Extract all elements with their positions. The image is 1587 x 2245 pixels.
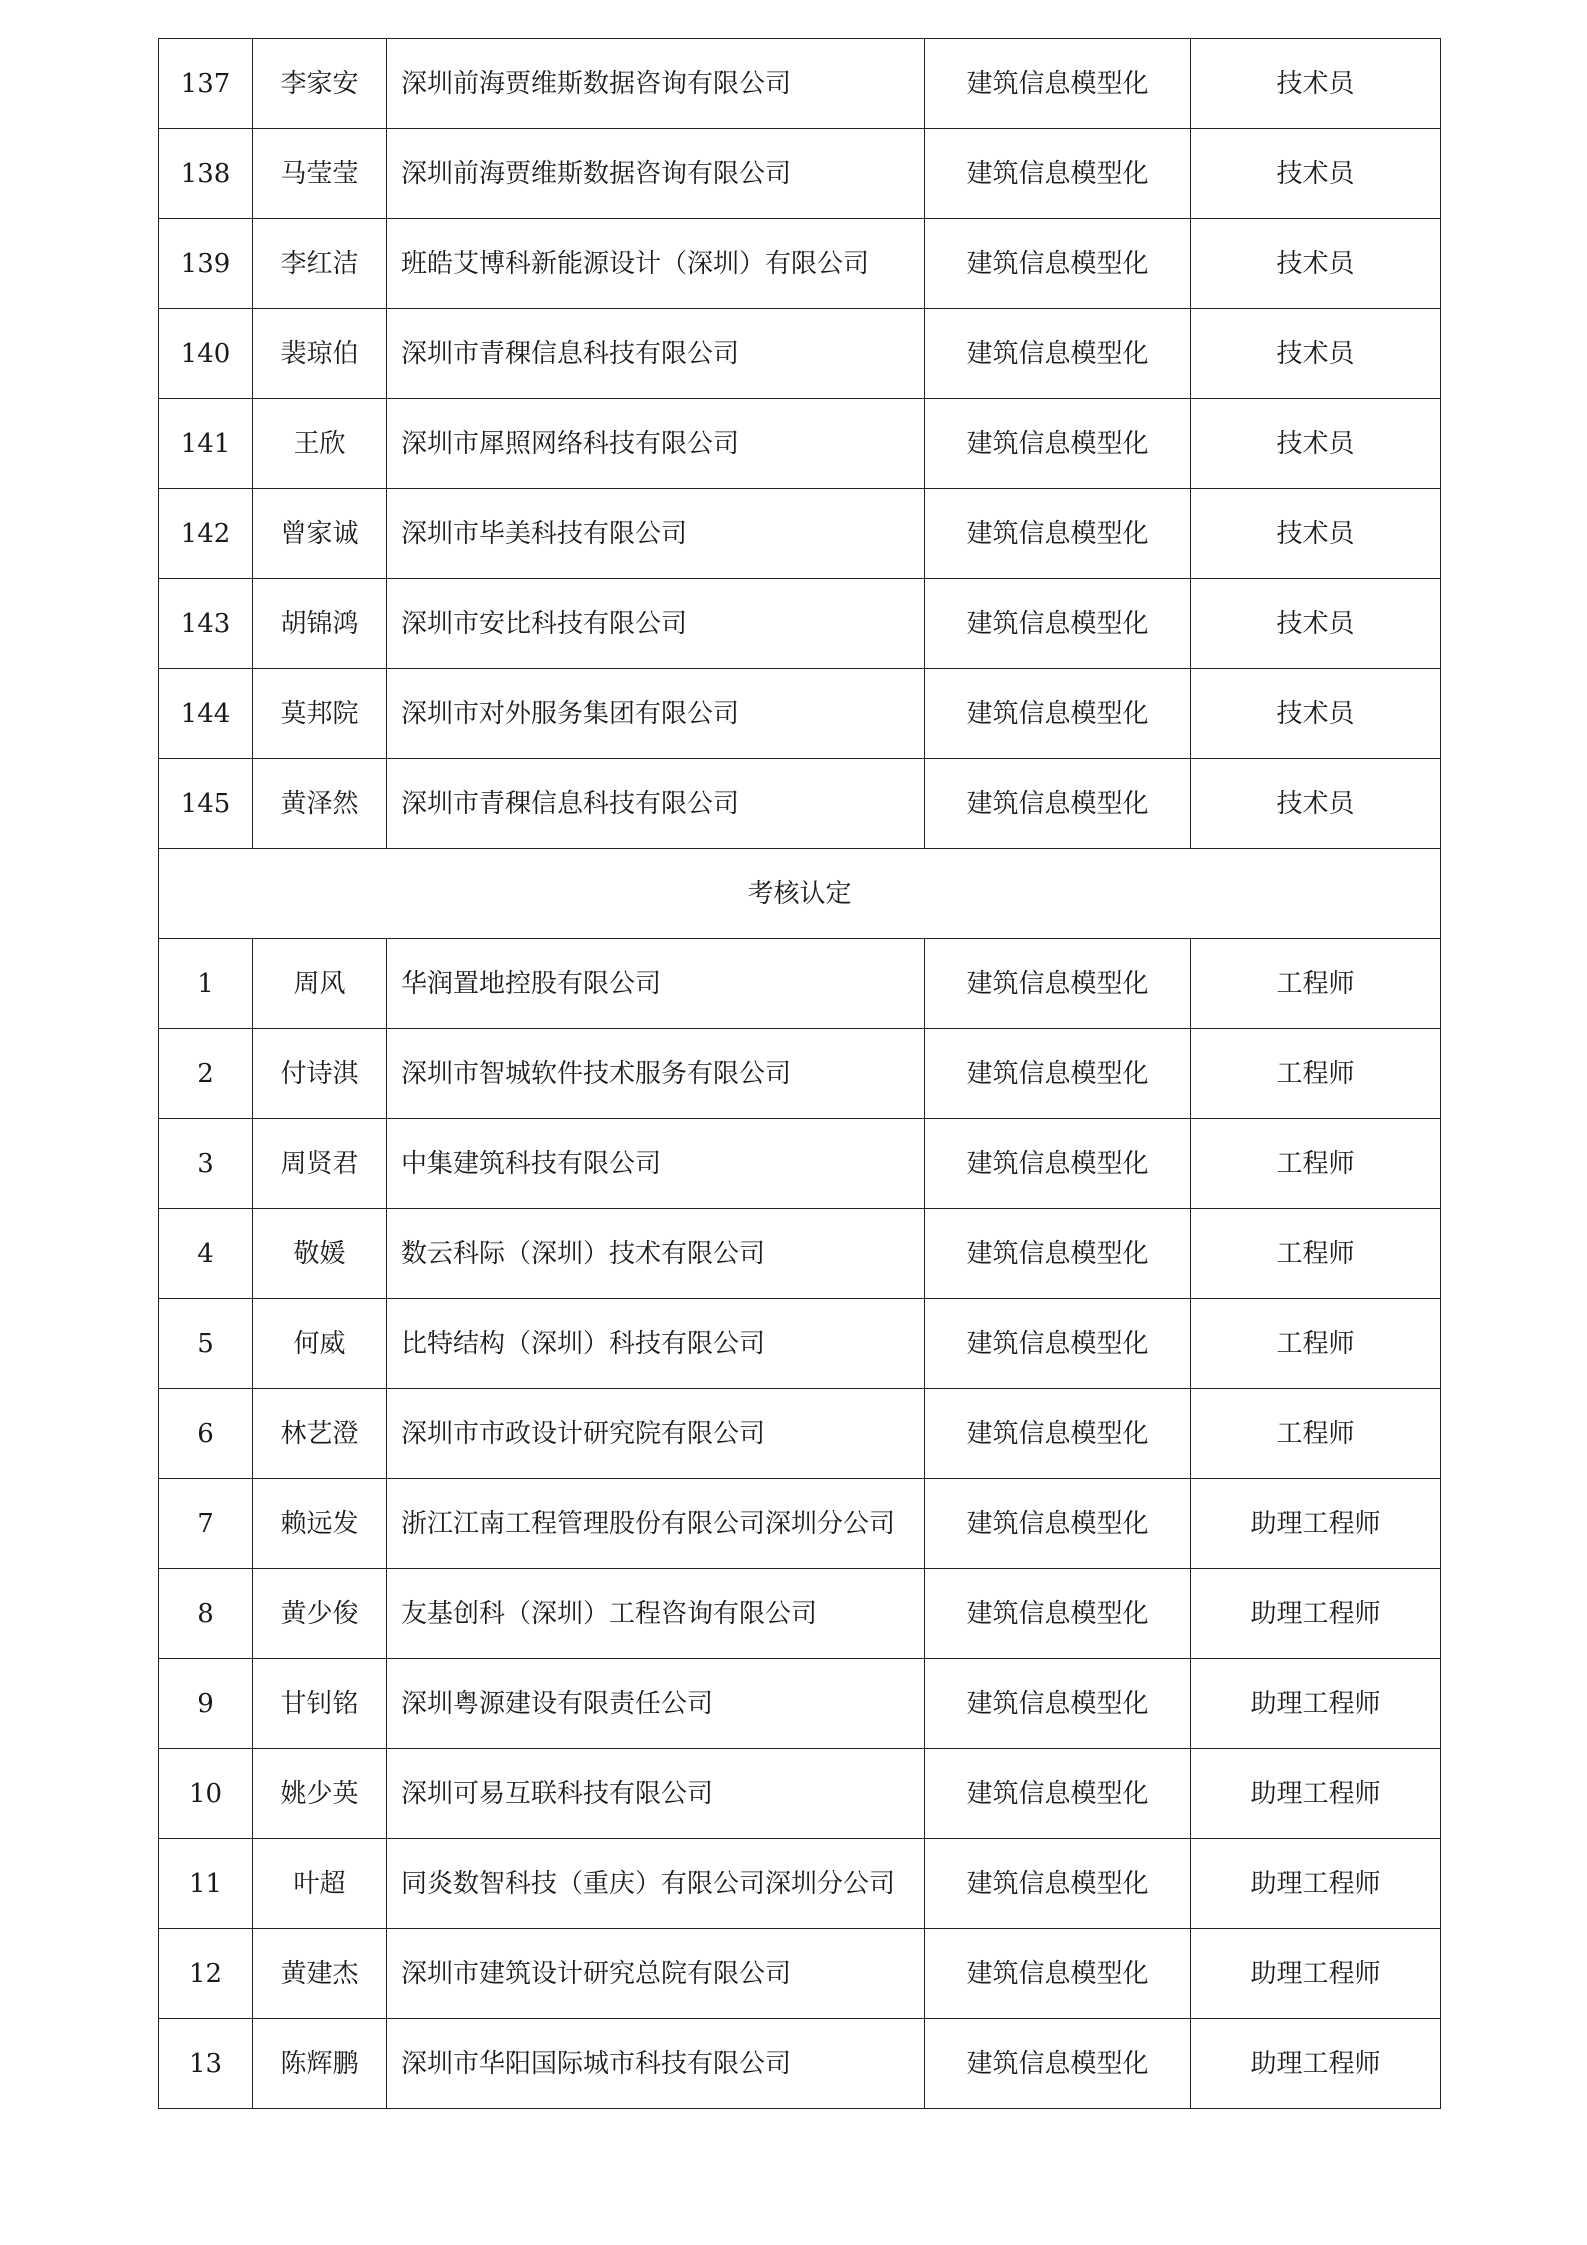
person-name: 叶超 [253,1839,387,1929]
qualification-level: 工程师 [1191,1389,1441,1479]
company-name: 深圳市青稞信息科技有限公司 [387,759,925,849]
specialty: 建筑信息模型化 [925,219,1191,309]
person-name: 付诗淇 [253,1029,387,1119]
qualification-level: 技术员 [1191,669,1441,759]
company-name: 数云科际（深圳）技术有限公司 [387,1209,925,1299]
table-row [159,1119,1441,1209]
specialty: 建筑信息模型化 [925,2019,1191,2109]
specialty: 建筑信息模型化 [925,579,1191,669]
company-name: 深圳市青稞信息科技有限公司 [387,309,925,399]
qualification-level: 工程师 [1191,1209,1441,1299]
person-name: 裴琼伯 [253,309,387,399]
row-number: 141 [159,399,253,489]
person-name: 周贤君 [253,1119,387,1209]
company-name: 深圳粤源建设有限责任公司 [387,1659,925,1749]
table-row [159,939,1441,1029]
specialty: 建筑信息模型化 [925,1389,1191,1479]
row-number: 145 [159,759,253,849]
company-name: 深圳市毕美科技有限公司 [387,489,925,579]
row-number: 12 [159,1929,253,2019]
table-row [159,1299,1441,1389]
row-number: 5 [159,1299,253,1389]
specialty: 建筑信息模型化 [925,489,1191,579]
company-name: 深圳市市政设计研究院有限公司 [387,1389,925,1479]
row-number: 137 [159,39,253,129]
table-row [159,579,1441,669]
qualification-level: 技术员 [1191,579,1441,669]
row-number: 143 [159,579,253,669]
person-name: 赖远发 [253,1479,387,1569]
specialty: 建筑信息模型化 [925,1569,1191,1659]
qualification-level: 助理工程师 [1191,1749,1441,1839]
person-name: 甘钊铭 [253,1659,387,1749]
row-number: 11 [159,1839,253,1929]
company-name: 深圳市华阳国际城市科技有限公司 [387,2019,925,2109]
table-row [159,2019,1441,2109]
company-name: 深圳市对外服务集团有限公司 [387,669,925,759]
specialty: 建筑信息模型化 [925,759,1191,849]
person-name: 周风 [253,939,387,1029]
row-number: 8 [159,1569,253,1659]
person-name: 胡锦鸿 [253,579,387,669]
company-name: 深圳市智城软件技术服务有限公司 [387,1029,925,1119]
person-name: 王欣 [253,399,387,489]
specialty: 建筑信息模型化 [925,1749,1191,1839]
person-name: 陈辉鹏 [253,2019,387,2109]
specialty: 建筑信息模型化 [925,1209,1191,1299]
table-row [159,1479,1441,1569]
table-row [159,129,1441,219]
row-number: 1 [159,939,253,1029]
table-row [159,1209,1441,1299]
person-name: 李家安 [253,39,387,129]
row-number: 4 [159,1209,253,1299]
row-number: 3 [159,1119,253,1209]
table-row [159,39,1441,129]
qualification-level: 工程师 [1191,939,1441,1029]
person-name: 何威 [253,1299,387,1389]
qualification-level: 助理工程师 [1191,1839,1441,1929]
row-number: 9 [159,1659,253,1749]
table-row [159,219,1441,309]
table-row [159,1659,1441,1749]
table-row [159,1569,1441,1659]
person-name: 黄少俊 [253,1569,387,1659]
company-name: 深圳前海贾维斯数据咨询有限公司 [387,39,925,129]
table-row [159,1029,1441,1119]
table-row [159,1749,1441,1839]
person-name: 黄建杰 [253,1929,387,2019]
person-name: 黄泽然 [253,759,387,849]
company-name: 深圳市犀照网络科技有限公司 [387,399,925,489]
row-number: 139 [159,219,253,309]
specialty: 建筑信息模型化 [925,1479,1191,1569]
table-row [159,1839,1441,1929]
section-title: 考核认定 [159,849,1441,939]
qualification-level: 助理工程师 [1191,1659,1441,1749]
section-row [159,849,1441,939]
company-name: 班皓艾博科新能源设计（深圳）有限公司 [387,219,925,309]
row-number: 140 [159,309,253,399]
specialty: 建筑信息模型化 [925,1659,1191,1749]
specialty: 建筑信息模型化 [925,939,1191,1029]
specialty: 建筑信息模型化 [925,39,1191,129]
specialty: 建筑信息模型化 [925,1929,1191,2019]
qualification-level: 助理工程师 [1191,1929,1441,2019]
qualification-level: 技术员 [1191,39,1441,129]
row-number: 144 [159,669,253,759]
person-name: 莫邦院 [253,669,387,759]
personnel-table-body [159,39,1441,2109]
qualification-level: 技术员 [1191,489,1441,579]
person-name: 马莹莹 [253,129,387,219]
company-name: 同炎数智科技（重庆）有限公司深圳分公司 [387,1839,925,1929]
qualification-level: 助理工程师 [1191,1479,1441,1569]
person-name: 姚少英 [253,1749,387,1839]
row-number: 2 [159,1029,253,1119]
table-row [159,399,1441,489]
table-row [159,489,1441,579]
personnel-table-page [158,38,1440,2109]
specialty: 建筑信息模型化 [925,309,1191,399]
qualification-level: 工程师 [1191,1029,1441,1119]
company-name: 深圳市安比科技有限公司 [387,579,925,669]
row-number: 142 [159,489,253,579]
company-name: 友基创科（深圳）工程咨询有限公司 [387,1569,925,1659]
table-row [159,309,1441,399]
person-name: 曾家诚 [253,489,387,579]
qualification-level: 技术员 [1191,399,1441,489]
specialty: 建筑信息模型化 [925,669,1191,759]
qualification-level: 助理工程师 [1191,1569,1441,1659]
qualification-level: 技术员 [1191,129,1441,219]
specialty: 建筑信息模型化 [925,399,1191,489]
person-name: 李红洁 [253,219,387,309]
qualification-level: 技术员 [1191,759,1441,849]
qualification-level: 工程师 [1191,1119,1441,1209]
personnel-table [158,38,1441,2109]
company-name: 深圳市建筑设计研究总院有限公司 [387,1929,925,2019]
qualification-level: 助理工程师 [1191,2019,1441,2109]
row-number: 138 [159,129,253,219]
specialty: 建筑信息模型化 [925,129,1191,219]
row-number: 10 [159,1749,253,1839]
table-row [159,669,1441,759]
table-row [159,759,1441,849]
specialty: 建筑信息模型化 [925,1839,1191,1929]
qualification-level: 技术员 [1191,219,1441,309]
qualification-level: 技术员 [1191,309,1441,399]
company-name: 比特结构（深圳）科技有限公司 [387,1299,925,1389]
specialty: 建筑信息模型化 [925,1119,1191,1209]
company-name: 浙江江南工程管理股份有限公司深圳分公司 [387,1479,925,1569]
table-row [159,1929,1441,2019]
company-name: 华润置地控股有限公司 [387,939,925,1029]
person-name: 林艺澄 [253,1389,387,1479]
company-name: 中集建筑科技有限公司 [387,1119,925,1209]
company-name: 深圳可易互联科技有限公司 [387,1749,925,1839]
company-name: 深圳前海贾维斯数据咨询有限公司 [387,129,925,219]
specialty: 建筑信息模型化 [925,1029,1191,1119]
qualification-level: 工程师 [1191,1299,1441,1389]
table-row [159,1389,1441,1479]
specialty: 建筑信息模型化 [925,1299,1191,1389]
row-number: 7 [159,1479,253,1569]
person-name: 敬媛 [253,1209,387,1299]
row-number: 13 [159,2019,253,2109]
row-number: 6 [159,1389,253,1479]
